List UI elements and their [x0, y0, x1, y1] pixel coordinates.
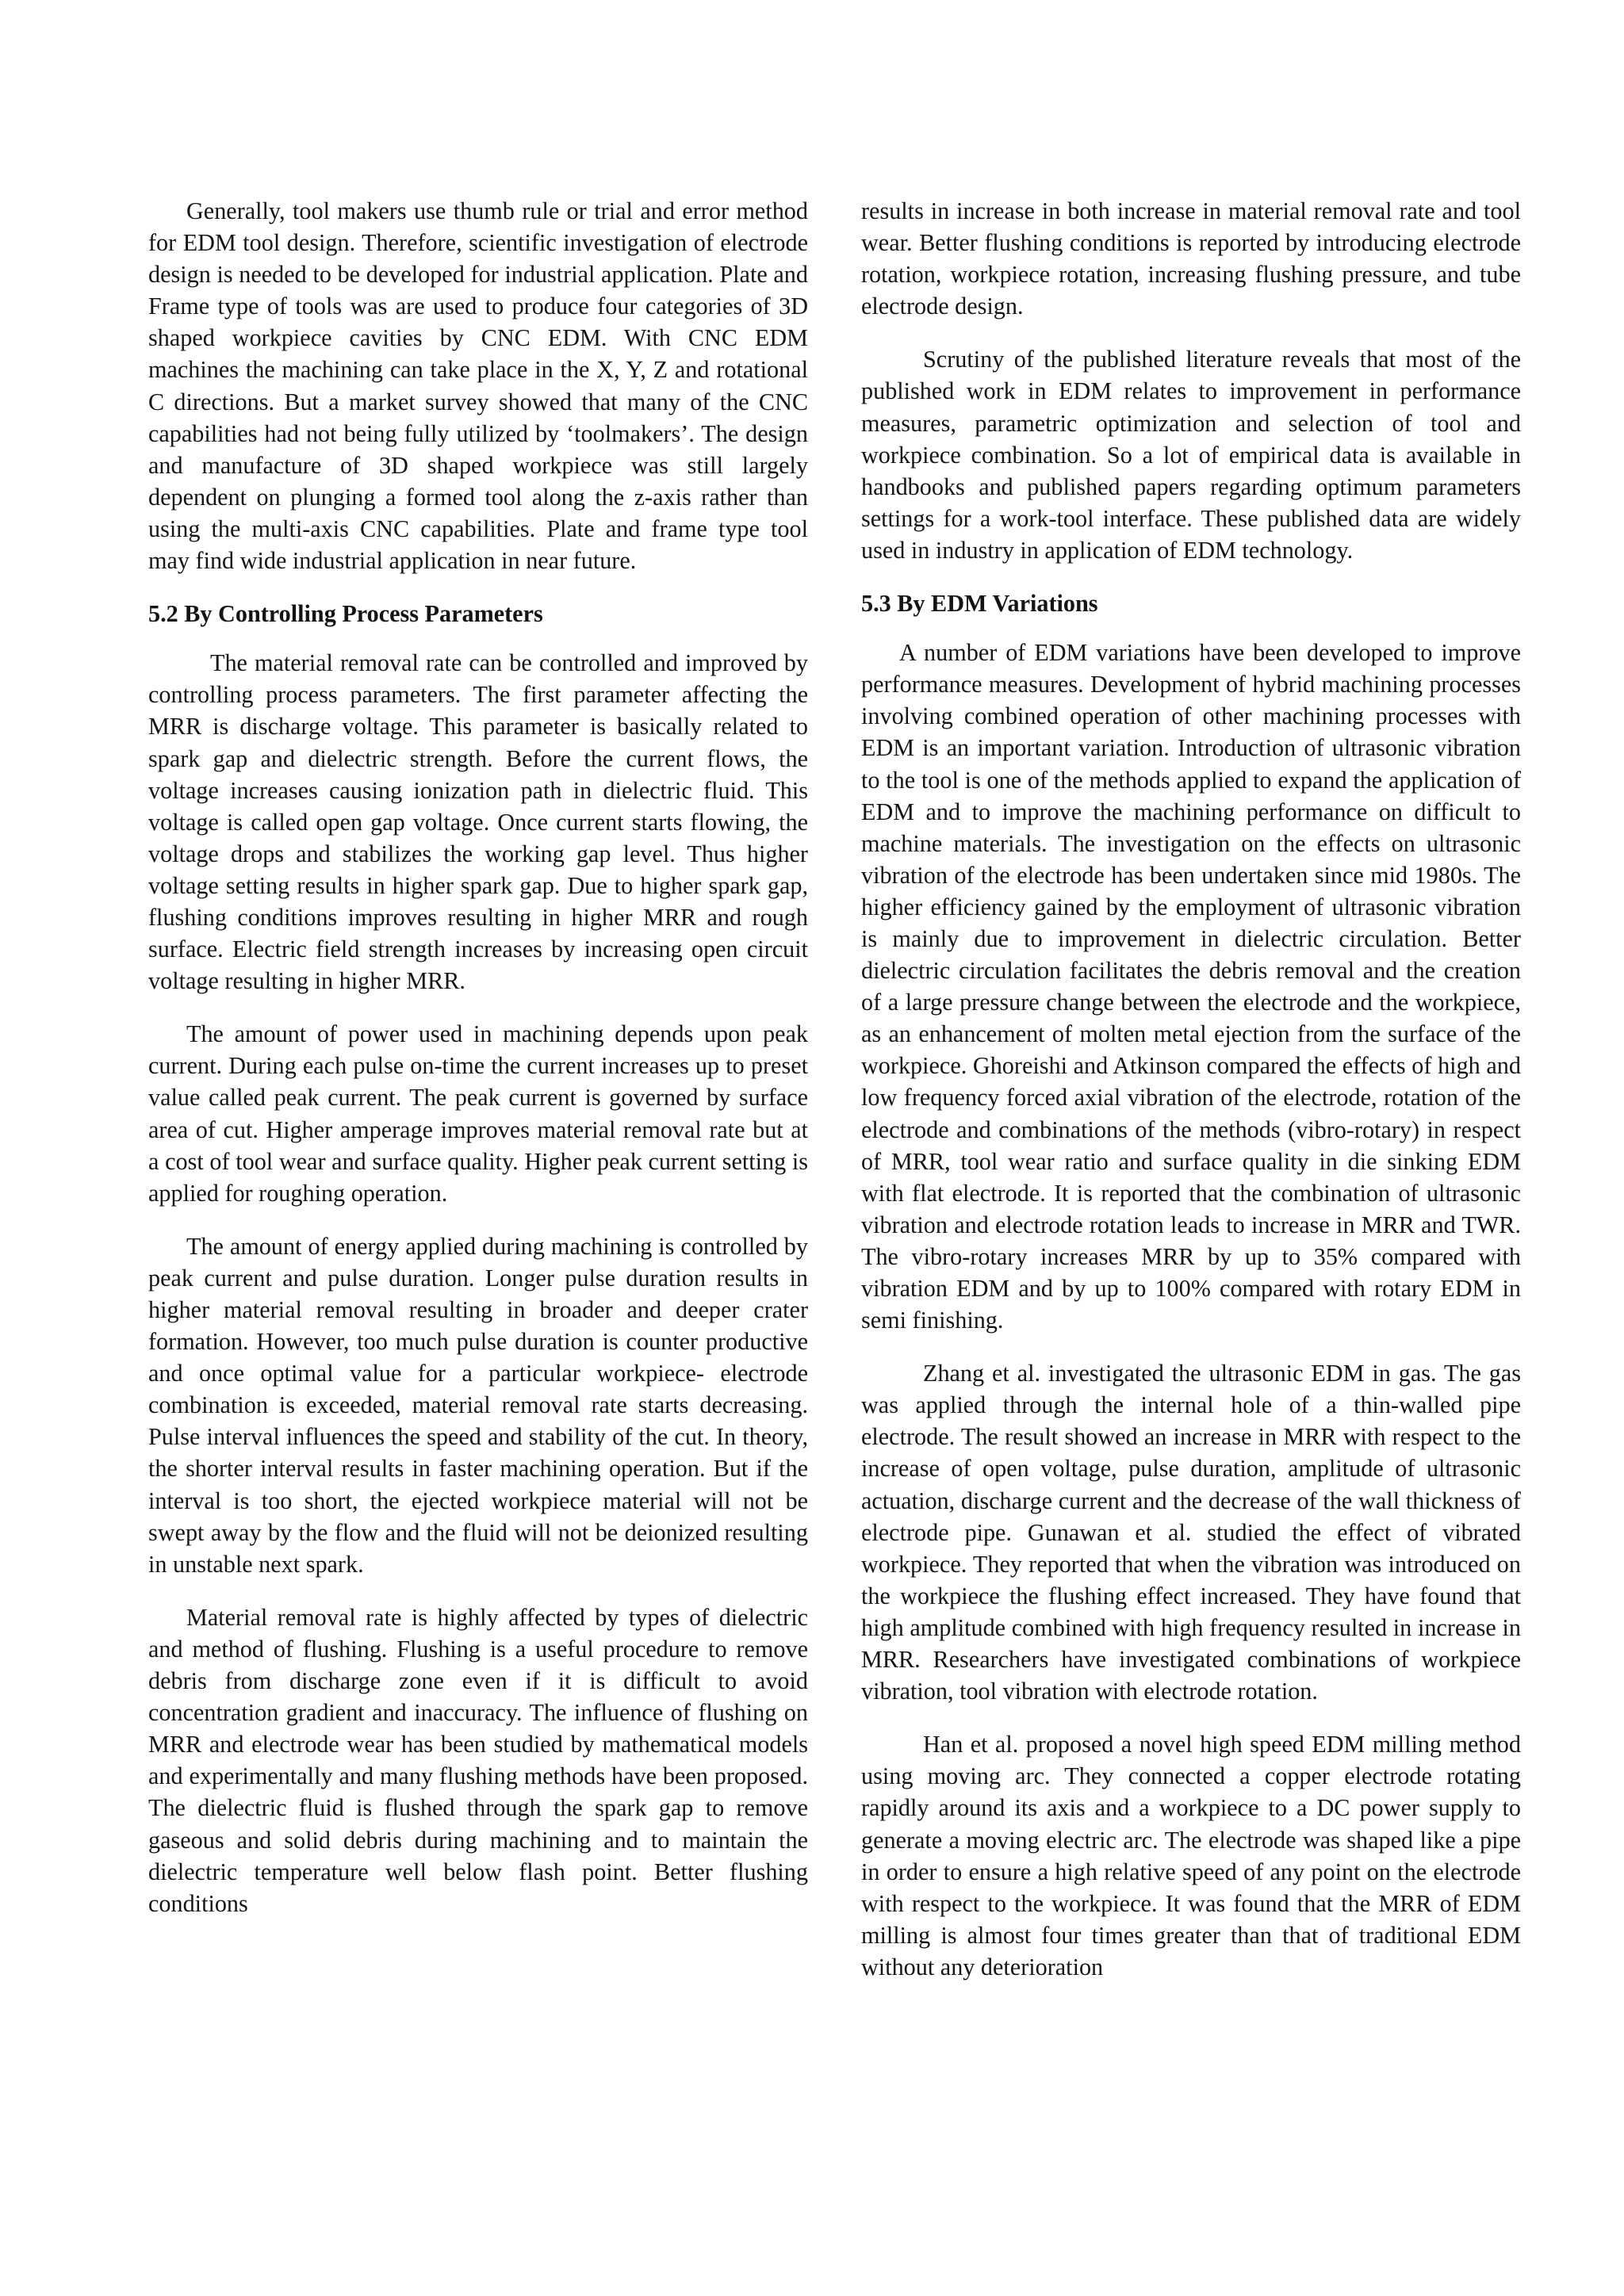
- paragraph-flushing-continued: results in increase in both increase in material removal rate and tool wear. Better flushing conditions is reported by introducing electrode rotation, workpiece rotation, increasing flushing pressure, and tube electrode design.: [861, 197, 1521, 320]
- paragraph-pulse-duration: The amount of energy applied during machining is controlled by peak current and pulse duration. Longer pulse duration results in higher material removal resulting in broader and deeper crater formation. However, too much pulse duration is counter productive and once optimal value for a particular workpiece- electrode combination is exceeded, material removal rate starts decreasing. Pulse interval influences the speed and stability of the cut. In theory, the shorter interval results in faster machining operation. But if the interval is too short, the ejected workpiece material will not be swept away by the flow and the fluid will not be deionized resulting in unstable next spark.: [148, 1232, 808, 1578]
- section-heading-5-2: 5.2 By Controlling Process Parameters: [148, 600, 543, 628]
- paragraph-tool-design: Generally, tool makers use thumb rule or trial and error method for EDM tool design. Therefore, scientific investigation of electrode design is needed to be developed for industrial application. Plate and Frame type of tools was are used to produce four categories of 3D shaped workpiece cavities by CNC EDM. With CNC EDM machines the machining can take place in the X, Y, Z and rotational C directions. But a market survey showed that many of the CNC capabilities had not being fully utilized by ‘toolmakers’. The design and manufacture of 3D shaped workpiece was still largely dependent on plunging a formed tool along the z-axis rather than using the multi-axis CNC capabilities. Plate and frame type tool may find wide industrial application in near future.: [148, 197, 808, 575]
- paragraph-literature-scrutiny: Scrutiny of the published literature reveals that most of the published work in EDM relates to improvement in performance measures, parametric optimization and selection of tool and workpiece combination. So a lot of empirical data is available in handbooks and published papers regarding optimum parameters settings for a work-tool interface. These published data are widely used in industry in application of EDM technology.: [861, 346, 1521, 564]
- right-column: [861, 195, 1521, 2004]
- paragraph-discharge-voltage: The material removal rate can be controlled and improved by controlling process parameters. The first parameter affecting the MRR is discharge voltage. This parameter is basically related to spark gap and dielectric strength. Before the current flows, the voltage increases causing ionization path in dielectric fluid. This voltage is called open gap voltage. Once current starts flowing, the voltage drops and stabilizes the working gap level. Thus higher voltage setting results in higher spark gap. Due to higher spark gap, flushing conditions improves resulting in higher MRR and rough surface. Electric field strength increases by increasing open circuit voltage resulting in higher MRR.: [148, 649, 808, 995]
- section-heading-5-3: 5.3 By EDM Variations: [861, 590, 1098, 618]
- paragraph-edm-variations: A number of EDM variations have been developed to improve performance measures. Development of hybrid machining processes involving combined operation of other machining processes with EDM is an important variation. Introduction of ultrasonic vibration to the tool is one of the methods applied to expand the application of EDM and to improve the machining performance on difficult to machine materials. The investigation on the effects on ultrasonic vibration of the electrode has been undertaken since mid 1980s. The higher efficiency gained by the employment of ultrasonic vibration is mainly due to improvement in dielectric circulation. Better dielectric circulation facilitates the debris removal and the creation of a large pressure change between the electrode and the workpiece, as an enhancement of molten metal ejection from the surface of the workpiece. Ghoreishi and Atkinson compared the effects of high and low frequency forced axial vibration of the electrode, rotation of the electrode and combinations of the methods (vibro-rotary) in respect of MRR, tool wear ratio and surface quality in die sinking EDM with flat electrode. It is reported that the combination of ultrasonic vibration and electrode rotation leads to increase in MRR and TWR. The vibro-rotary increases MRR by up to 35% compared with vibration EDM and by up to 100% compared with rotary EDM in semi finishing.: [861, 639, 1521, 1334]
- paragraph-edm-milling: Han et al. proposed a novel high speed EDM milling method using moving arc. They connected a copper electrode rotating rapidly around its axis and a workpiece to a DC power supply to generate a moving electric arc. The electrode was shaped like a pipe in order to ensure a high relative speed of any point on the electrode with respect to the workpiece. It was found that the MRR of EDM milling is almost four times greater than that of traditional EDM without any deterioration: [861, 1731, 1521, 1980]
- paragraph-ultrasonic-gas-edm: Zhang et al. investigated the ultrasonic EDM in gas. The gas was applied through the internal hole of a thin-walled pipe electrode. The result showed an increase in MRR with respect to the increase of open voltage, pulse duration, amplitude of ultrasonic actuation, discharge current and the decrease of the wall thickness of electrode pipe. Gunawan et al. studied the effect of vibrated workpiece. They reported that when the vibration was introduced on the workpiece the flushing effect increased. They have found that high amplitude combined with high frequency resulted in increase in MRR. Researchers have investigated combinations of workpiece vibration, tool vibration with electrode rotation.: [861, 1360, 1521, 1705]
- paragraph-flushing: Material removal rate is highly affected by types of dielectric and method of flushing. Flushing is a useful procedure to remove debris from discharge zone even if it is difficult to avoid concentration gradient and inaccuracy. The influence of flushing on MRR and electrode wear has been studied by mathematical models and experimentally and many flushing methods have been proposed. The dielectric fluid is flushed through the spark gap to remove gaseous and solid debris during machining and to maintain the dielectric temperature well below flash point. Better flushing conditions: [148, 1603, 808, 1917]
- left-column: [148, 195, 808, 1941]
- paragraph-peak-current: The amount of power used in machining depends upon peak current. During each pulse on-time the current increases up to preset value called peak current. The peak current is governed by surface area of cut. Higher amperage improves material removal rate but at a cost of tool wear and surface quality. Higher peak current setting is applied for roughing operation.: [148, 1020, 808, 1207]
